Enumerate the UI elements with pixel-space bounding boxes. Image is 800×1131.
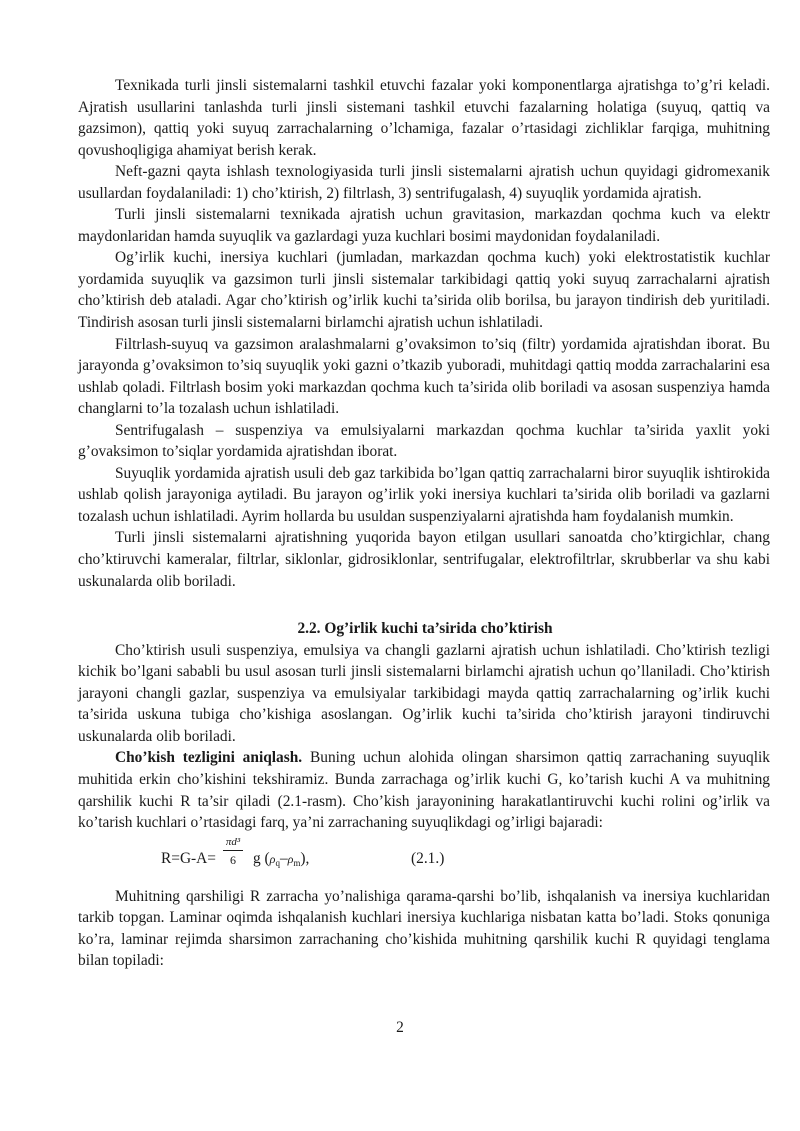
- formula-rhs: [253, 850, 309, 868]
- formula-lhs: R=G-A=: [161, 849, 216, 867]
- minus-sign: –: [279, 849, 288, 867]
- paragraph: Texnikada turli jinsli sistemalarni tashkil etuvchi fazalar yoki komponentlarga ajratishga to’g’ri keladi. Ajratish usullarini tanlashda turli jinsli sistemani tashkil etuvchi fazalarning holatiga (suyuq, qattiq va gazsimon), qattiq yoki suyuq zarrachalarning o’lchamiga, fazalar o’rtasidagi zichliklar farqiga, muhitning qovushoqligiga ahamiyat berish kerak.: [78, 77, 770, 159]
- paragraph: Og’irlik kuchi, inersiya kuchlari (jumladan, markazdan qochma kuch) yoki elektrostatistik kuchlar yordamida suyuqlik va gazsimon turli jinsli sistemalar tarkibidagi qattiq yoki suyuq zarrachalarni ajratish cho’ktirish deb ataladi. Agar cho’ktirish og’irlik kuchi ta’sirida olib borilsa, bu jarayon tindirish deb yuritiladi. Tindirish asosan turli jinsli sistemalarni birlamchi ajratish uchun ishlatiladi.: [78, 249, 770, 332]
- subscript-q: q: [275, 857, 280, 868]
- formula-close: ),: [300, 849, 310, 867]
- section-heading: 2.2. Og’irlik kuchi ta’sirida cho’ktirish: [297, 620, 553, 638]
- equation-number: (2.1.): [411, 849, 445, 867]
- subscript-m: m: [293, 857, 301, 868]
- rho-symbol: ρ: [287, 851, 294, 866]
- rho-symbol: ρ: [269, 851, 276, 866]
- paragraph-lead: Cho’kish tezligini aniqlash.: [115, 749, 303, 767]
- paragraph: Sentrifugalash – suspenziya va emulsiyalarni markazdan qochma kuchlar ta’sirida yaxlit yoki g’ovaksimon to’siqlar yordamida ajratishdan iborat.: [78, 421, 770, 461]
- fraction-denominator: 6: [230, 852, 236, 867]
- paragraph-text: Buning uchun alohida olingan sharsimon qattiq zarrachaning suyuqlik muhitida erkin cho’kishini tekshiramiz. Bunda zarrachaga og’irlik kuchi G, ko’tarish kuchi A va muhitning qarshilik kuchi R ta’sir qiladi (2.1-rasm). Cho’kish jarayonining harakatlantiruvchi kuchi rolini og’irlik va ko’tarish kuchlari o’rtasidagi farq, ya’ni zarrachaning suyuqlikdagi og’irligi bajaradi:: [78, 749, 770, 832]
- paragraph: Suyuqlik yordamida ajratish usuli deb gaz tarkibida bo’lgan qattiq zarrachalarni biror suyuqlik ishtirokida ushlab qolish jarayoniga aytiladi. Bu jarayon og’irlik yoki inersiya kuchlari ta’sirida olib boriladi va gazlarni tozalash uchun ishlatiladi. Ayrim hollarda bu usuldan suspenziyalarni ajratishda ham foydalanish mumkin.: [78, 464, 770, 525]
- paragraph-velocity: [78, 747, 770, 833]
- paragraph: Cho’ktirish usuli suspenziya, emulsiya va changli gazlarni ajratish uchun ishlatiladi. Cho’ktirish tezligi kichik bo’lgani sababli bu usul asosan turli jinsli sistemalarni birlamchi ajratish uchun qo’llaniladi. Cho’ktirish jarayoni changli gazlar, suspenziya va emulsiyalar tarkibidagi mayda qattiq zarrachalarning og’irlik kuchi ta’sirida uskuna tubiga cho’kishiga asoslangan. Og’irlik kuchi ta’sirida cho’ktirish jarayoni tindiruvchi uskunalarda olib boriladi.: [78, 641, 770, 745]
- paragraph: Neft-gazni qayta ishlash texnologiyasida turli jinsli sistemalarni ajratish uchun quyidagi gidromexanik usullardan foydalaniladi: 1) cho’ktirish, 2) filtrlash, 3) sentrifugalash, 4) suyuqlik yordamida ajratish.: [78, 163, 770, 202]
- formula-fraction: [223, 836, 243, 867]
- formula-2-1: [78, 836, 770, 882]
- paragraph: Turli jinsli sistemalarni texnikada ajratish uchun gravitasion, markazdan qochma kuch va elektr maydonlaridan hamda suyuqlik va gazlardagi yuza kuchlari bosimi maydonidan foydalaniladi.: [78, 206, 770, 245]
- page-number: 2: [396, 1019, 404, 1036]
- paragraph: Turli jinsli sistemalarni ajratishning yuqorida bayon etilgan usullari sanoatda cho’ktirgichlar, chang cho’ktiruvchi kameralar, filtrlar, siklonlar, gidrosiklonlar, sentrifugalar, elektrofiltrlar, skrubberlar va shu kabi uskunalarda olib boriladi.: [78, 529, 770, 590]
- paragraph: Filtrlash-suyuq va gazsimon aralashmalarni g’ovaksimon to’siq (filtr) yordamida ajratishdan iborat. Bu jarayonda g’ovaksimon to’siq suyuqlik yoki gazni o’tkazib yuboradi, muhitdagi qattiq modda zarrachalarini esa ushlab qoladi. Filtrlash bosim yoki markazdan qochma kuch ta’sirida olib boriladi va asosan suspenziya hamda changlarni to’la tozalash uchun ishlatiladi.: [78, 335, 770, 418]
- formula-g: g (: [253, 849, 270, 867]
- paragraph: Muhitning qarshiligi R zarracha yo’nalishiga qarama-qarshi bo’lib, ishqalanish va inersiya kuchlaridan tarkib topgan. Laminar oqimda ishqalanish kuchlari inersiya kuchlariga nisbatan katta bo’ladi. Stoks qonuniga ko’ra, laminar rejimda sharsimon zarrachaning cho’kishida muhitning qarshilik kuchi R quyidagi tenglama bilan topiladi:: [78, 887, 770, 970]
- body-text: [78, 75, 770, 972]
- fraction-numerator: πd³: [223, 836, 243, 851]
